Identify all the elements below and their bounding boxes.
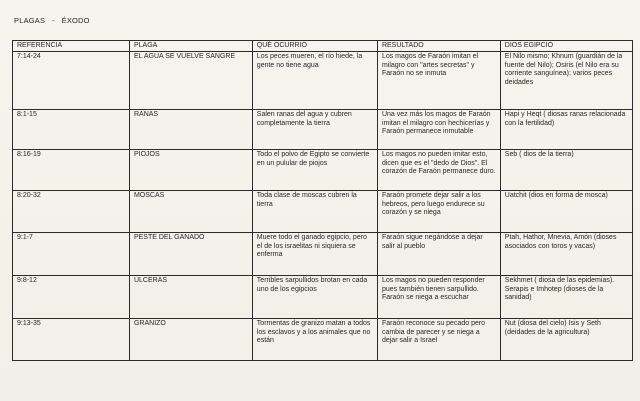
cell-egyptian-god: Ptah, Hathor, Mnevia, Amón (dioses asociados con toros y vacas) <box>500 233 632 276</box>
cell-result: Los magos de Faraón imitan el milagro con "artes secretas" y Faraón no se inmuta <box>377 52 500 110</box>
table-row <box>13 52 633 110</box>
cell-egyptian-god: Seb ( dios de la tierra) <box>500 150 632 191</box>
cell-egyptian-god: Hapi y Heqt ( diosas ranas relacionada con la fertilidad) <box>500 110 632 150</box>
cell-plague: EL AGUA SE VUELVE SANGRE <box>129 52 252 110</box>
header-plague: PLAGA <box>129 41 252 52</box>
table-row <box>13 233 633 276</box>
table-header-row <box>13 41 633 52</box>
cell-what-happened: Muere todo el ganado egipcio, pero el de los israelitas ni siquiera se enferma <box>252 233 377 276</box>
cell-result: Faraón sigue negándose a dejar salir al pueblo <box>377 233 500 276</box>
cell-reference: 9:8-12 <box>13 276 130 319</box>
header-result: RESULTADO <box>377 41 500 52</box>
cell-what-happened: Todo el polvo de Egipto se convierte en un pulular de piojos <box>252 150 377 191</box>
cell-plague: RANAS <box>129 110 252 150</box>
cell-plague: MOSCAS <box>129 191 252 233</box>
cell-egyptian-god: El Nilo mismo; Khnum (guardián de la fuente del Nilo); Osiris (el Nilo era su corriente sanguínea); varios peces deidades <box>500 52 632 110</box>
cell-reference: 8:16-19 <box>13 150 130 191</box>
cell-what-happened: Los peces mueren, el río hiede, la gente no tiene agua <box>252 52 377 110</box>
plagues-table <box>12 40 633 361</box>
document-title: PLAGAS - ÉXODO <box>14 16 90 25</box>
cell-what-happened: Salen ranas del agua y cubren completamente la tierra <box>252 110 377 150</box>
cell-reference: 9:1-7 <box>13 233 130 276</box>
cell-result: Faraón reconoce su pecado pero cambia de parecer y se niega a dejar salir a Israel <box>377 319 500 361</box>
cell-result: Los magos no pueden responder pues también tienen sarpullido. Faraón se niega a escuchar <box>377 276 500 319</box>
cell-egyptian-god: Uatchit (dios en forma de mosca) <box>500 191 632 233</box>
header-egyptian-god: DIOS EGIPCIO <box>500 41 632 52</box>
cell-plague: ÚLCERAS <box>129 276 252 319</box>
table-row <box>13 110 633 150</box>
cell-plague: GRANIZO <box>129 319 252 361</box>
table-row <box>13 319 633 361</box>
cell-plague: PIOJOS <box>129 150 252 191</box>
cell-what-happened: Tormentas de granizo matan a todos los esclavos y a los animales que no están <box>252 319 377 361</box>
table-row <box>13 150 633 191</box>
header-reference: REFERENCIA <box>13 41 130 52</box>
cell-result: Los magos no pueden imitar esto, dicen que es el "dedo de Dios". El corazón de Faraón permanece duro. <box>377 150 500 191</box>
cell-reference: 7:14-24 <box>13 52 130 110</box>
cell-reference: 9:13-35 <box>13 319 130 361</box>
cell-result: Una vez más los magos de Faraón imitan el milagro con hechicerías y Faraón permanece inmutable <box>377 110 500 150</box>
cell-egyptian-god: Sekhmet ( diosa de las epidemias). Serapis e Imhotep (dioses de la sanidad) <box>500 276 632 319</box>
cell-reference: 8:20-32 <box>13 191 130 233</box>
cell-result: Faraón promete dejar salir a los hebreos, pero luego endurece su corazón y se niega <box>377 191 500 233</box>
table-row <box>13 191 633 233</box>
table-row <box>13 276 633 319</box>
cell-egyptian-god: Nut (diosa del cielo) Isis y Seth (deidades de la agricultura) <box>500 319 632 361</box>
cell-what-happened: Terribles sarpullidos brotan en cada uno de los egipcios <box>252 276 377 319</box>
cell-plague: PESTE DEL GANADO <box>129 233 252 276</box>
cell-what-happened: Toda clase de moscas cubren la tierra <box>252 191 377 233</box>
header-what-happened: QUÉ OCURRIÓ <box>252 41 377 52</box>
cell-reference: 8:1-15 <box>13 110 130 150</box>
